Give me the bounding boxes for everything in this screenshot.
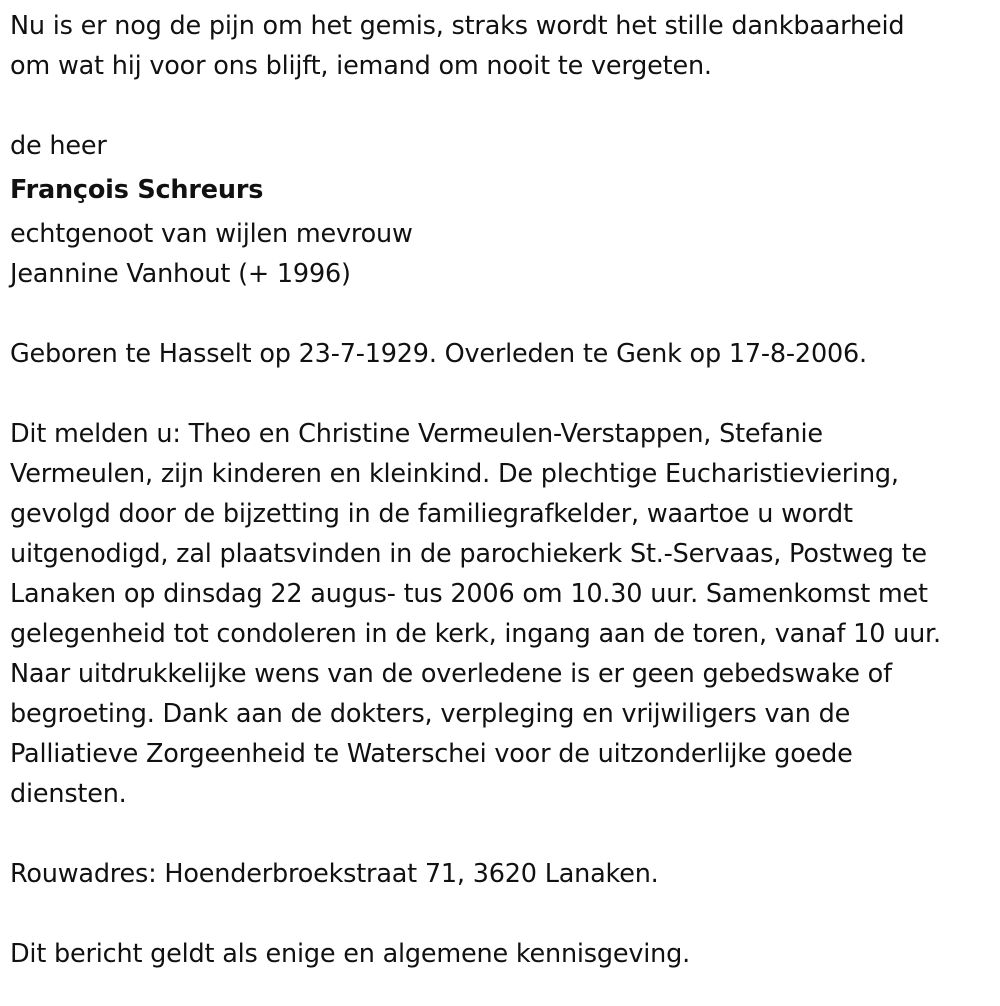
announcement-line: Palliatieve Zorgeenheid te Waterschei voor de uitzonderlijke goede [10, 739, 853, 769]
spouse-line: echtgenoot van wijlen mevrouw [10, 219, 413, 249]
spacer [10, 86, 1000, 126]
announcement-line: Lanaken op dinsdag 22 augus- tus 2006 om 10.30 uur. Samenkomst met [10, 579, 928, 609]
announcement-line: diensten. [10, 779, 127, 809]
poem-line: om wat hij voor ons blijft, iemand om nooit te vergeten. [10, 51, 712, 81]
spacer [10, 894, 1000, 934]
announcement-block [10, 414, 1000, 814]
announcement-line: Dit melden u: Theo en Christine Vermeulen-Verstappen, Stefanie [10, 419, 823, 449]
announcement-line: gevolgd door de bijzetting in de familiegrafkelder, waartoe u wordt [10, 499, 853, 529]
mourning-address: Rouwadres: Hoenderbroekstraat 71, 3620 Lanaken. [10, 859, 659, 889]
announcement-line: Naar uitdrukkelijke wens van de overledene is er geen gebedswake of [10, 659, 892, 689]
title-prefix: de heer [10, 131, 107, 161]
announcement-line: uitgenodigd, zal plaatsvinden in de parochiekerk St.-Servaas, Postweg te [10, 539, 927, 569]
spacer [10, 294, 1000, 334]
announcement-line: Vermeulen, zijn kinderen en kleinkind. De plechtige Eucharistieviering, [10, 459, 899, 489]
spouse-name: Jeannine Vanhout (+ 1996) [10, 259, 351, 289]
poem-line: Nu is er nog de pijn om het gemis, straks wordt het stille dankbaarheid [10, 11, 905, 41]
spacer [10, 374, 1000, 414]
announcement-line: begroeting. Dank aan de dokters, verpleging en vrijwiligers van de [10, 699, 851, 729]
closing-notice: Dit bericht geldt als enige en algemene kennisgeving. [10, 939, 690, 969]
announcement-line: gelegenheid tot condoleren in de kerk, ingang aan de toren, vanaf 10 uur. [10, 619, 941, 649]
deceased-name: François Schreurs [10, 175, 264, 205]
birth-death-line: Geboren te Hasselt op 23-7-1929. Overleden te Genk op 17-8-2006. [10, 339, 867, 369]
spacer [10, 814, 1000, 854]
poem-block [10, 6, 1000, 86]
